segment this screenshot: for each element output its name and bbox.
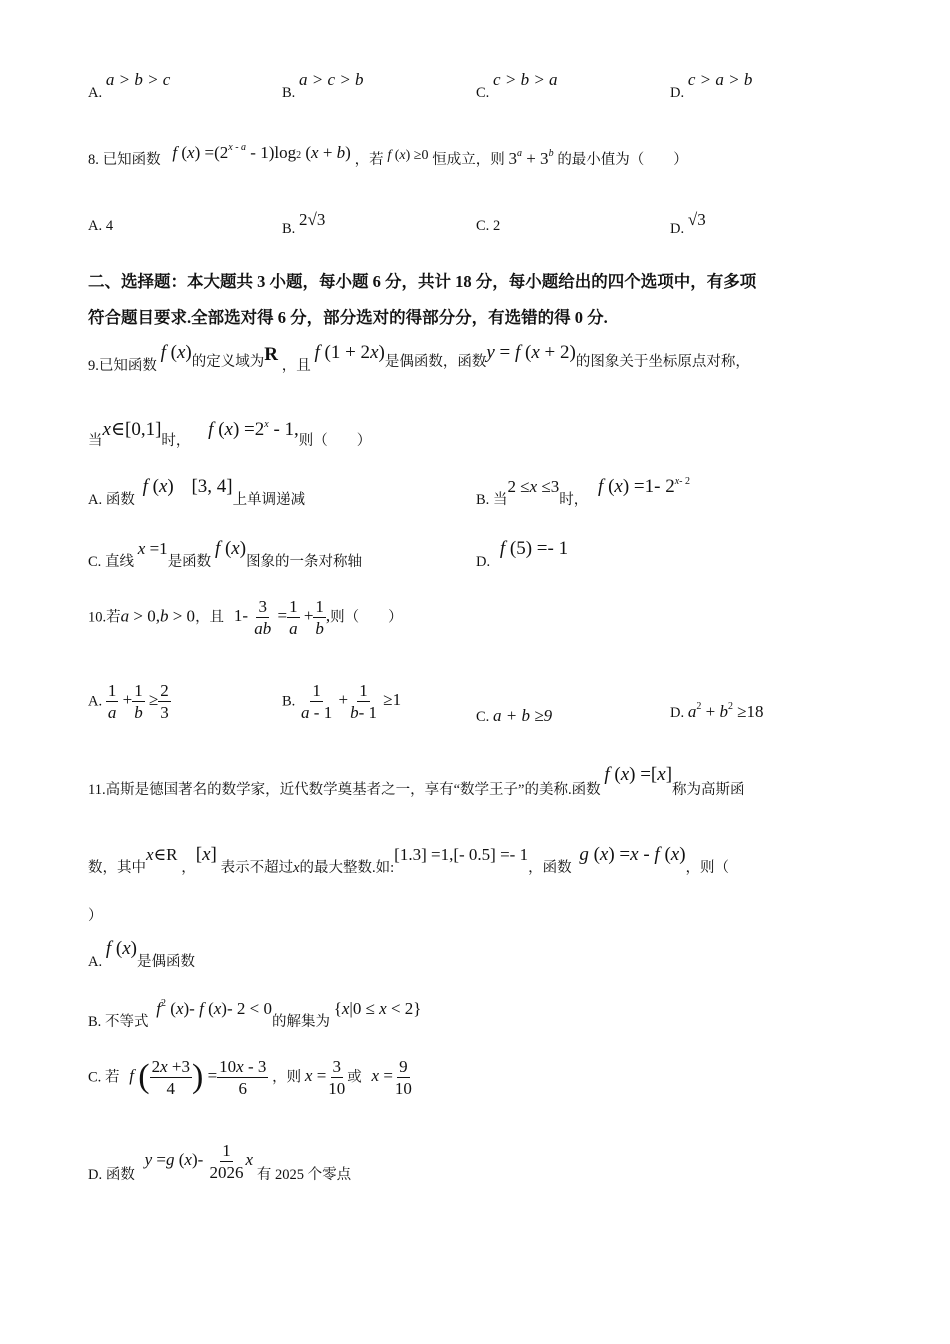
q11-b-solution-set: {x|0 ≤ x < 2} [333,999,422,1018]
q11-option-d: D. 函数 y =g (x)- $\frac{1}{2026}$ x 有 2025 个零点 [88,1141,352,1184]
q10-a-expr: $\frac{1}{a}$ + $\frac{1}{b}$ ≥ $\frac{2}{3}$ [107,681,169,722]
q9-option-a: A. 函数 f (x) [3, 4]上单调递减 [88,476,306,508]
q11-c-solution-2: x = $\frac{9}{10}$ [371,1057,412,1098]
q8-expression: $3^a + 3^b$ [508,148,554,168]
q11-c-equation: f ( $\frac{2x +3}{4}$ ) = $\frac{10x - 3}{6}$ [129,1057,267,1098]
q9-b-formula: f (x) =1- 2$^{x- 2}$ [598,476,690,497]
q9-domain-interval: x∈[0,1] [102,419,162,440]
q11-c-solution-1: x = $\frac{3}{10}$ [304,1057,346,1098]
q7-option-a: A. a > b > c [88,70,171,101]
q7-option-d: D. c > a > b [670,70,753,101]
q7-option-b: B. a > c > b [282,70,364,101]
q9-y-equals-f-x-plus-2: y = f (x + 2) [486,342,576,363]
q8-condition: f (x) ≥0 [387,148,429,163]
section-2-line-1: 二、选择题：本大题共 3 小题，每小题 6 分，共计 18 分，每小题给出的四个选项中，有多项 [88,272,757,291]
q9-c-fx: f (x) [214,538,247,559]
q10-d-expr: $a^2 + b^2 \ge 18$ [687,701,764,721]
q11-g-definition: g (x) =x - f (x) [579,844,686,865]
q8-function-formula: f $(x) =(2^{x - a} - 1)\log 2$ (x + b) [172,142,351,162]
q11-examples: [1.3] =1,[- 0.5] =- 1 [394,845,529,864]
q8-stem: 8. 已知函数 f $(x) =(2^{x - a} - 1)\log 2$ (x + b) ，若 f (x) ≥0 恒成立，则 $3^a + 3^b$ 的最小值为（ ） [88,142,688,168]
q11-option-a: A. f (x)是偶函数 [88,938,195,970]
q10-equation: 1- $\frac{3}{ab}$ = $\frac{1}{a}$ + $\frac{1}{b}$ , [233,597,331,638]
q11-option-b: B. 不等式 $f^2$ (x)- f (x)- 2 < 0的解集为 {x|0 ≤ x < 2} [88,998,422,1030]
q9-f-1-plus-2x: f (1 + 2x) [314,342,385,363]
q9-option-b: B. 当2 ≤x ≤3时， f (x) =1- 2$^{x- 2}$ [476,476,690,508]
q11-stem-line-3: ） [88,908,103,924]
q9-a-interval: [3, 4] [191,476,233,497]
q9-d-expr: f (5) =- 1 [499,538,569,559]
q11-stem-line-2: 数，其中x∈R ，[x] 表示不超过x的最大整数.如:[1.3] =1,[- 0.5] =- 1，函数 g (x) =x - f (x)，则（ [88,844,730,876]
q9-stem-line-1: 9.已知函数 f (x)的定义域为R ，且 f (1 + 2x)是偶函数，函数y = f (x + 2)的图象关于坐标原点对称， [88,342,750,374]
q9-stem-line-2: 当x∈[0,1]时， f $(x) =2^x - 1$,则（ ） [88,419,372,449]
q10-b-expr: $\frac{1}{a - 1}$ + $\frac{1}{b- 1}$ ≥1 [301,681,402,722]
q9-fx-definition: f $(x) =2^x - 1$, [208,419,299,440]
q11-a-fx: f (x) [105,938,137,959]
q11-option-c: C. 若 f ( $\frac{2x +3}{4}$ ) = $\frac{10x - 3}{6}$ ，则 x = $\frac{3}{10}$ 或 x = $\frac{9}{10}$ [88,1057,412,1098]
q11-gauss-function: f (x) =[x] [604,764,673,785]
q10-conditions: a > 0,b > 0 [120,606,196,626]
q9-a-fx: f (x) [142,476,174,497]
q10-option-c: C. a + b ≥9 [476,706,553,725]
q11-x-in-R: x∈R [146,845,178,864]
q9-fx: f (x) [160,342,192,363]
section-2-line-2: 符合题目要求.全部选对得 6 分，部分选对的得部分分，有选错的得 0 分. [88,308,608,327]
q9-b-range: 2 ≤x ≤3 [507,477,560,496]
q8-option-b: B. 2√3 [282,210,326,237]
q10-option-a: A. $\frac{1}{a}$ + $\frac{1}{b}$ ≥ $\frac{2}{3}$ [88,681,169,722]
q10-stem: 10.若a > 0,b > 0，且 1- $\frac{3}{ab}$ = $\frac{1}{a}$ + $\frac{1}{b}$ ,则（ ） [88,597,403,638]
q10-option-d: D. $a^2 + b^2 \ge 18$ [670,701,764,721]
q8-option-a: A. 4 [88,218,114,234]
q9-option-d: D. f (5) =- 1 [476,538,569,570]
q8-option-c: C. 2 [476,218,501,234]
q11-b-inequality: $f^2$ (x)- f (x)- 2 < 0 [156,998,272,1018]
q9-option-c: C. 直线 x =1是函数 f (x)图象的一条对称轴 [88,538,363,570]
q7-option-c: C. c > b > a [476,70,558,101]
q8-option-d: D. √3 [670,210,706,237]
q11-bracket-x: [x] [195,844,217,865]
q9-c-line: x =1 [137,539,168,558]
q11-d-function: y =g (x)- $\frac{1}{2026}$ x [144,1141,254,1182]
q10-option-b: B. $\frac{1}{a - 1}$ + $\frac{1}{b- 1}$ ≥1 [282,681,402,722]
q11-stem-line-1: 11.高斯是德国著名的数学家，近代数学奠基者之一，享有“数学王子”的美称.函数 f (x) =[x]称为高斯函 [88,764,745,798]
